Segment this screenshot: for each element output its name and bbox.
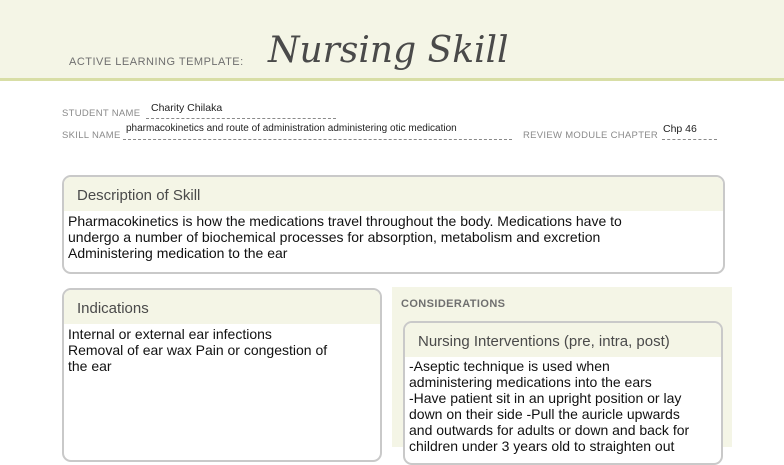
nursing-interventions-line: -Aseptic technique is used when	[409, 358, 610, 374]
nursing-interventions-title: Nursing Interventions (pre, intra, post)	[418, 333, 670, 350]
considerations-panel	[392, 287, 732, 454]
page-title: Nursing Skill	[268, 30, 509, 71]
indications-box	[62, 288, 382, 462]
skill-name-label: SKILL NAME	[62, 130, 121, 141]
student-name-value[interactable]: Charity Chilaka	[151, 102, 223, 114]
nursing-interventions-line: -Have patient sit in an upright position or lay	[409, 390, 682, 406]
header-band	[0, 0, 784, 81]
nursing-interventions-header	[405, 323, 721, 357]
indications-line: the ear	[68, 358, 112, 374]
student-name-label: STUDENT NAME	[62, 108, 141, 119]
nursing-interventions-line: administering medications into the ears	[409, 374, 652, 390]
description-title: Description of Skill	[77, 187, 201, 204]
nursing-interventions-text[interactable]	[405, 357, 721, 454]
nursing-interventions-box	[403, 321, 723, 465]
nursing-interventions-line: down on their side -Pull the auricle upwards	[409, 406, 680, 422]
description-text[interactable]	[64, 211, 723, 261]
skill-name-value[interactable]: pharmacokinetics and route of administration administering otic medication	[126, 123, 457, 134]
indications-header	[64, 290, 380, 324]
indications-title: Indications	[77, 300, 149, 317]
considerations-label: CONSIDERATIONS	[401, 298, 506, 310]
nursing-interventions-line: children under 3 years old to straighten out	[409, 438, 675, 454]
description-header	[64, 177, 723, 211]
review-chapter-line	[662, 139, 717, 140]
nursing-interventions-line: and outwards for adults or down and back for	[409, 422, 690, 438]
review-chapter-label: REVIEW MODULE CHAPTER	[523, 130, 659, 141]
indications-line: Internal or external ear infections	[68, 326, 272, 342]
student-name-line	[146, 118, 336, 119]
description-line: Administering medication to the ear	[68, 245, 288, 261]
description-line: undergo a number of biochemical processes for absorption, metabolism and excretion	[68, 229, 601, 245]
template-label: ACTIVE LEARNING TEMPLATE:	[69, 56, 244, 68]
skill-name-line	[123, 139, 512, 140]
description-box	[62, 175, 725, 274]
indications-line: Removal of ear wax Pain or congestion of	[68, 342, 328, 358]
indications-text[interactable]	[64, 324, 380, 374]
review-chapter-value[interactable]: Chp 46	[663, 123, 697, 135]
description-line: Pharmacokinetics is how the medications travel throughout the body. Medications have to	[68, 213, 622, 229]
